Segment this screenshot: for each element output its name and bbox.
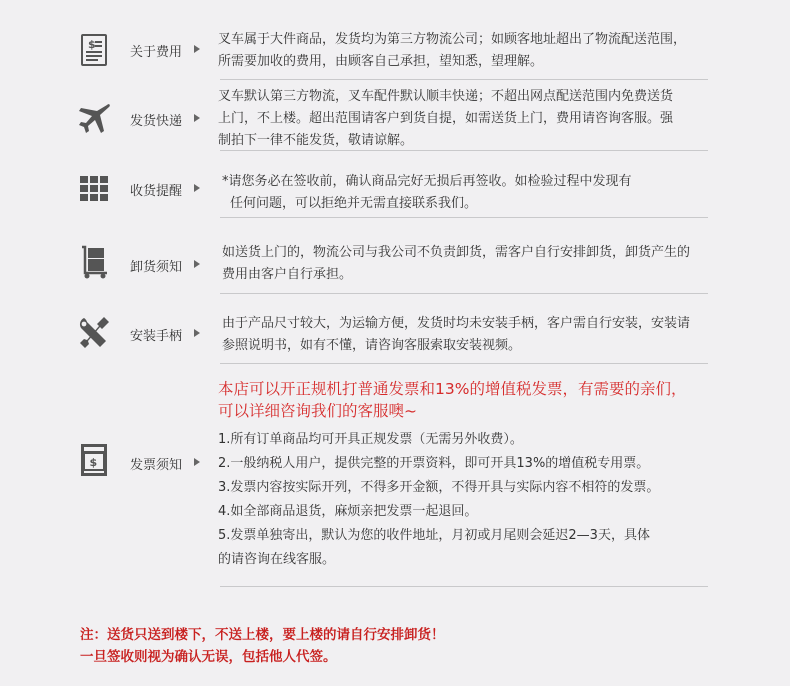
section-label: 发货快递	[130, 114, 183, 129]
text-line: 3.发票内容按实际开列，不得多开金额，不得开具与实际内容不相符的发票。	[218, 480, 660, 495]
section-label: 安装手柄	[130, 329, 183, 344]
text-line: 5.发票单独寄出，默认为您的收件地址，月初或月尾则会延迟2—3天，具体	[218, 528, 650, 543]
divider	[220, 293, 708, 294]
section-label: 收货提醒	[130, 184, 183, 199]
chevron-right-icon	[194, 45, 200, 53]
section-text	[222, 171, 737, 215]
invoice-icon	[76, 442, 112, 478]
text-line: 制拍下一律不能发货，敬请谅解。	[218, 133, 414, 148]
grid-icon	[76, 171, 112, 207]
section-text	[222, 242, 737, 286]
text-line: 1.所有订单商品均可开具正规发票（无需另外收费）。	[218, 432, 523, 447]
section-text	[218, 86, 733, 152]
receipt-icon	[76, 32, 112, 68]
divider	[220, 79, 708, 80]
section-text	[222, 313, 737, 357]
section-text	[218, 378, 738, 572]
text-line: 叉车属于大件商品，发货均为第三方物流公司；如顾客地址超出了物流配送范围，	[218, 32, 687, 47]
note-line: 注：送货只送到楼下，不送上楼，要上楼的请自行安排卸货！	[80, 627, 445, 643]
text-line: 4.如全部商品退货，麻烦亲把发票一起退回。	[218, 504, 478, 519]
chevron-right-icon	[194, 329, 200, 337]
airplane-icon	[76, 100, 112, 136]
text-line: *请您务必在签收前，确认商品完好无损后再签收。如检验过程中发现有	[222, 174, 632, 189]
highlight-line: 可以详细咨询我们的客服噢~	[218, 402, 417, 420]
section-text	[218, 29, 733, 73]
chevron-right-icon	[194, 184, 200, 192]
text-line: 由于产品尺寸较大，为运输方便，发货时均未安装手柄，客户需自行安装，安装请	[222, 316, 691, 331]
divider	[220, 363, 708, 364]
tools-icon	[76, 314, 112, 350]
chevron-right-icon	[194, 458, 200, 466]
svg-text:$: $	[88, 38, 96, 51]
invoice-highlight	[218, 378, 738, 422]
hand-truck-icon	[76, 244, 112, 280]
footer-note	[80, 624, 445, 668]
section-label: 卸货须知	[130, 260, 183, 275]
text-line: 参照说明书，如有不懂，请咨询客服索取安装视频。	[222, 338, 522, 353]
text-line: 任何问题，可以拒绝并无需直接联系我们。	[230, 196, 478, 211]
text-line: 如送货上门的，物流公司与我公司不负责卸货，需客户自行安排卸货，卸货产生的	[222, 245, 691, 260]
text-line: 的请咨询在线客服。	[218, 552, 336, 567]
text-line: 2.一般纳税人用户，提供完整的开票资料，即可开具13%的增值税专用票。	[218, 456, 650, 471]
text-line: 叉车默认第三方物流，叉车配件默认顺丰快递；不超出网点配送范围内免费送货	[218, 89, 674, 104]
chevron-right-icon	[194, 260, 200, 268]
divider	[220, 586, 708, 587]
text-line: 费用由客户自行承担。	[222, 267, 353, 282]
text-line: 上门，不上楼。超出范围请客户到货自提，如需送货上门，费用请咨询客服。强	[218, 111, 674, 126]
divider	[220, 150, 708, 151]
chevron-right-icon	[194, 114, 200, 122]
section-label: 关于费用	[130, 45, 183, 60]
divider	[220, 217, 708, 218]
svg-text:$: $	[89, 456, 98, 469]
highlight-line: 本店可以开正规机打普通发票和13%的增值税发票，有需要的亲们，	[218, 380, 687, 398]
note-line: 一旦签收则视为确认无误，包括他人代签。	[80, 649, 337, 665]
text-line: 所需要加收的费用，由顾客自己承担，望知悉，望理解。	[218, 54, 544, 69]
section-label: 发票须知	[130, 458, 183, 473]
